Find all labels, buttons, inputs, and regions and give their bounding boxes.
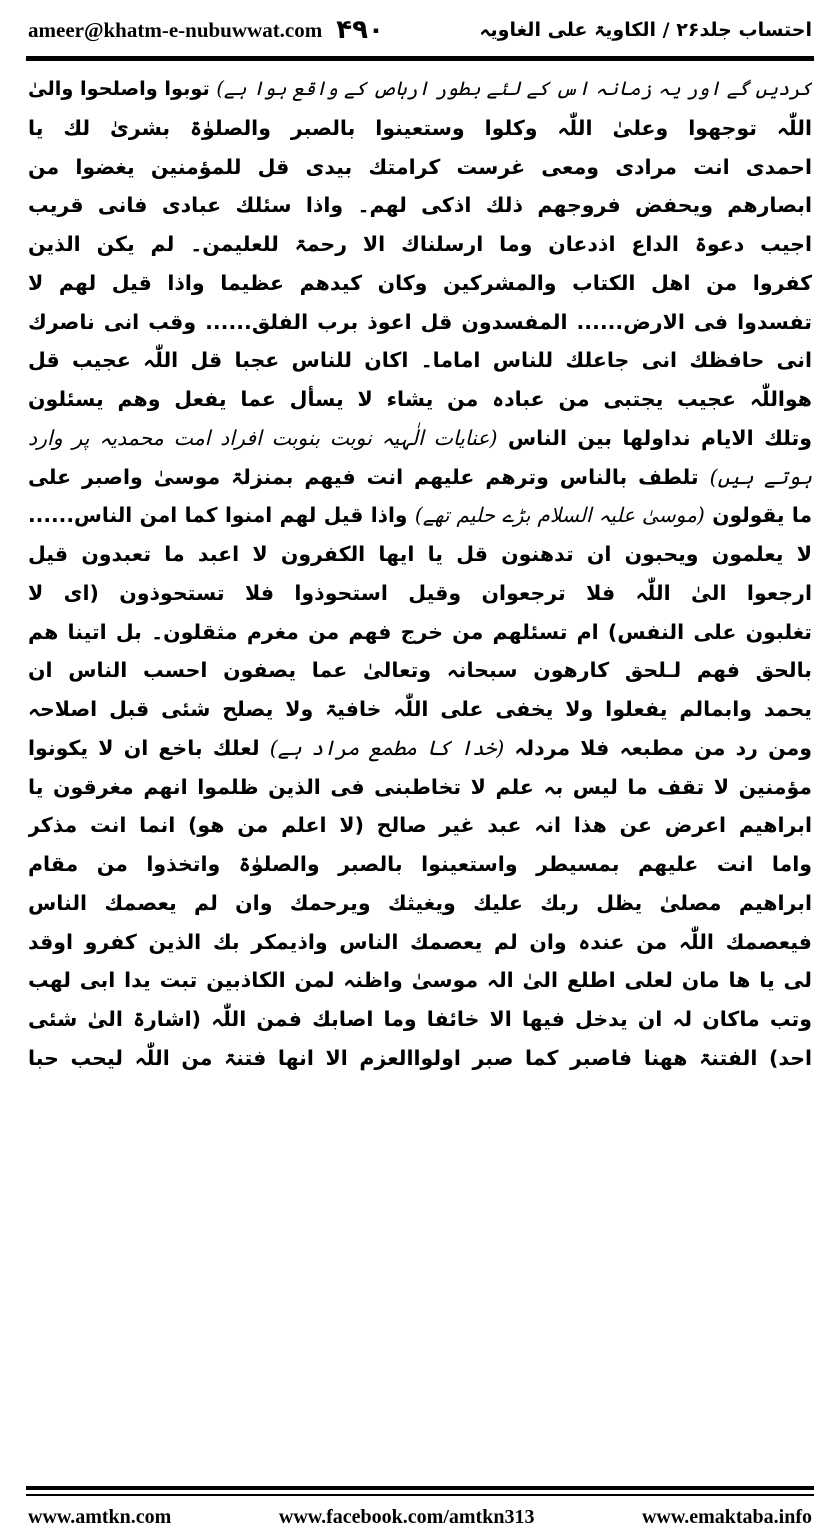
arabic-text: ارجعوا الیٰ اللّٰہ فلا ترجعوان وقیل استحوذوا فلا تستحوذون (ای لا	[28, 580, 812, 605]
arabic-text: لا یعلمون ویحبون ان تدھنون قل یا ایھا الکفرون لا اعبد ما تعبدون قیل	[28, 542, 812, 566]
arabic-text: وتلك الایام نداولھا بین الناس	[497, 425, 812, 450]
text-line	[28, 225, 812, 264]
text-line	[28, 496, 812, 535]
book-title: احتساب جلد۲۶ / الکاویۃ علی الغاویہ	[479, 19, 812, 41]
arabic-text: تغلبون علی النفس) ام تسئلھم من خرج فھم من مغرم مثقلون۔ بل اتینا ھم	[28, 619, 812, 644]
text-line	[28, 690, 812, 729]
arabic-text: فیعصمك اللّٰہ من عندہ وان لم یعصمك الناس واذیمکر بك الذین کفرو اوقد	[28, 929, 812, 954]
page-footer	[28, 1500, 812, 1534]
text-line	[28, 303, 812, 342]
text-line	[28, 186, 812, 225]
arabic-text: ما یقولون	[704, 503, 812, 528]
urdu-note: کردیں گے اور یہ زمانہ اس کے لئے بطور ارہاص کے واقع ہوا ہے)	[216, 77, 812, 100]
main-text	[28, 70, 812, 1470]
text-line	[28, 341, 812, 380]
urdu-note: ہوتے ہیں)	[709, 464, 812, 489]
text-line	[28, 264, 812, 303]
text-line	[28, 806, 812, 845]
text-line	[28, 884, 812, 923]
footer-link-facebook[interactable]: www.facebook.com/amtkn313	[278, 1505, 535, 1528]
text-line	[28, 1039, 812, 1078]
text-line	[28, 148, 812, 187]
text-line	[28, 109, 812, 148]
arabic-text: لعلك باخع ان لا یکونوا	[28, 735, 270, 760]
arabic-text: احمدی انت مرادی ومعی غرست کرامتك بیدی قل للمؤمنین یغضوا من	[28, 154, 812, 179]
arabic-text: احد) الفتنۃ ھھنا فاصبر کما صبر اولواالعزم الا انھا فتنۃ من اللّٰہ لیحب حبا	[28, 1045, 812, 1070]
arabic-text: انی حافظك انی جاعلك للناس اماما۔ اکان للناس عجبا قل اللّٰہ عجیب قل	[28, 348, 812, 373]
arabic-text: توبوا واصلحوا والیٰ	[28, 77, 217, 100]
text-line	[28, 458, 812, 497]
footer-link-amtkn[interactable]: www.amtkn.com	[28, 1505, 172, 1528]
text-line	[28, 651, 812, 690]
text-line	[28, 380, 812, 419]
arabic-text: اللّٰہ توجھوا وعلیٰ اللّٰہ وکلوا وستعینوا بالصبر والصلوٰۃ بشریٰ لك یا	[28, 115, 812, 140]
text-line	[28, 613, 812, 652]
arabic-text: ابراھیم مصلیٰ یظل ربك علیك ویغیثك ویرحمك وان لم یعصمك الناس	[28, 890, 812, 915]
header-email: ameer@khatm-e-nubuwwat.com	[28, 17, 323, 42]
arabic-text: مؤمنین لا تقف ما لیس بہ علم لا تخاطبنی فی الذین ظلموا انھم مغرقون یا	[28, 774, 812, 799]
arabic-text: تفسدوا فی الارض...... المفسدون قل اعوذ برب الفلق...... وقب انی ناصرك	[28, 309, 812, 334]
arabic-text: بالحق فھم لـلحق کارھون سبحانہ وتعالیٰ عما یصفون احسب الناس ان	[28, 658, 812, 683]
arabic-text: واما انت علیھم بمسیطر واستعینوا بالصبر والصلوٰۃ واتخذوا من مقام	[28, 852, 812, 876]
arabic-text: وتب ماکان لہ ان یدخل فیھا الا خائفا وما اصابك فمن اللّٰہ (اشارۃ الیٰ شئی	[28, 1007, 812, 1031]
text-line	[28, 574, 812, 613]
arabic-text: واذا قیل لھم امنوا کما امن الناس......	[28, 503, 415, 528]
header-left	[28, 15, 384, 45]
footer-link-emaktaba[interactable]: www.emaktaba.info	[641, 1505, 812, 1528]
text-line	[28, 845, 812, 884]
arabic-text: ابراھیم اعرض عن ھذا انہ عبد غیر صالح (لا اعلم من ھو) انما انت مذکر	[28, 813, 812, 838]
arabic-text: ابصارھم ویحفض فروجھم ذلك اذکی لھم۔ واذا سئلك عبادی فانی قریب	[28, 193, 812, 218]
arabic-text: ھواللّٰہ عجیب یجتبی من عبادہ من یشاء لا یسأل عما یفعل وھم یسئلون	[28, 387, 812, 411]
header-rule	[26, 56, 814, 61]
urdu-note: (عنایات الٰہیہ نوبت بنوبت افراد امت محمدیہ پر وارد	[28, 425, 498, 450]
arabic-text: ومن رد من مطبعہ فلا مردلہ	[504, 735, 812, 760]
arabic-text: کفروا من اھل الکتاب والمشرکین وکان کیدھم عظیما واذا قیل لھم لا	[28, 270, 812, 295]
text-line	[28, 923, 812, 962]
text-line	[28, 768, 812, 807]
text-line	[28, 1000, 812, 1039]
urdu-note: (موسیٰ علیہ السلام بڑے حلیم تھے)	[414, 503, 705, 528]
text-line	[28, 961, 812, 1000]
page-header	[28, 8, 812, 52]
text-line	[28, 535, 812, 574]
arabic-text: یحمد وابمالم یفعلوا ولا یخفی علی اللّٰہ خافیۃ ولا یصلح شئی قبل اصلاحہ	[28, 697, 812, 721]
arabic-text: تلطف بالناس وترھم علیھم انت فیھم بمنزلۃ موسیٰ واصبر علی	[28, 464, 710, 489]
arabic-text: لی یا ھا مان لعلی اطلع الیٰ الہ موسیٰ واظنہ لمن الکاذبین تبت یدا ابی لھب	[28, 968, 812, 993]
text-line	[28, 419, 812, 458]
urdu-note: (خدا کا مطمع مراد ہے)	[269, 735, 505, 760]
arabic-text: اجیب دعوۃ الداع اذدعان وما ارسلناك الا رحمۃ للعلیمن۔ لم یکن الذین	[28, 232, 812, 256]
text-line	[28, 70, 812, 109]
footer-rule-thin	[26, 1494, 814, 1496]
text-line	[28, 729, 812, 768]
page-number: ۴۹۰	[336, 15, 384, 45]
footer-rule-thick	[26, 1486, 814, 1490]
